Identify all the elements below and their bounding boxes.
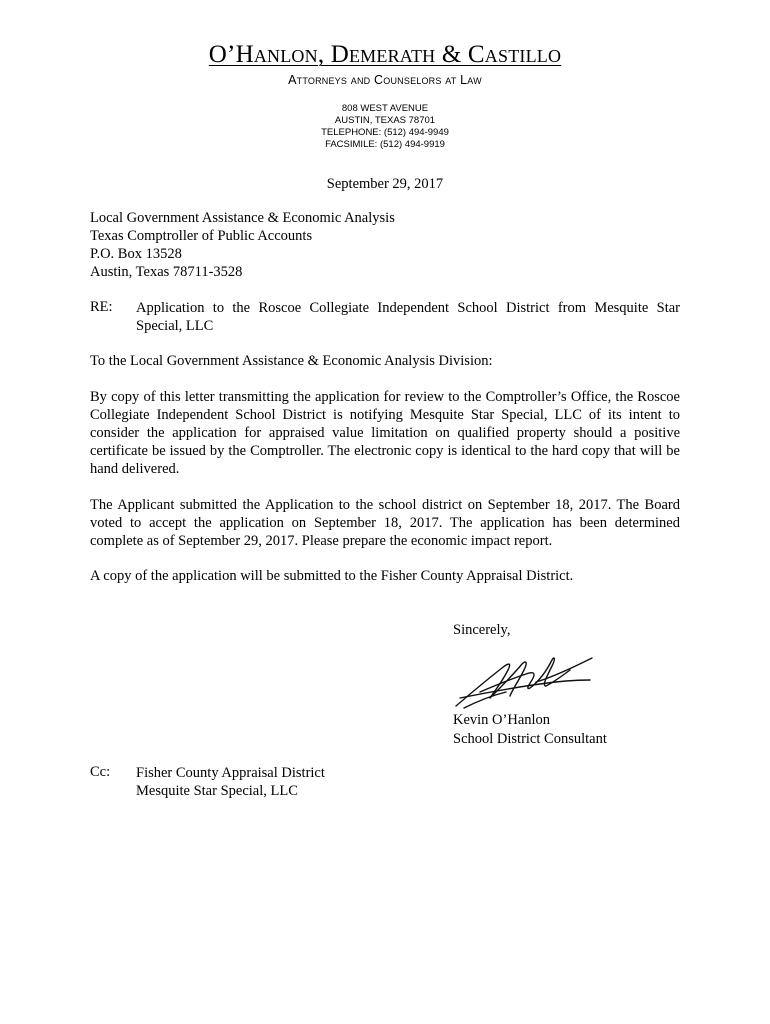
firm-facsimile: FACSIMILE: (512) 494-9919 xyxy=(325,139,445,150)
recipient-line: Local Government Assistance & Economic Analysis xyxy=(90,210,395,226)
letter-date: September 29, 2017 xyxy=(326,176,444,192)
signer-title: School District Consultant xyxy=(453,731,607,747)
handwritten-signature xyxy=(450,650,600,710)
firm-address-city: AUSTIN, TEXAS 78701 xyxy=(334,115,436,126)
firm-tagline: Attorneys and Counselors at Law xyxy=(288,73,482,87)
cc-recipient: Mesquite Star Special, LLC xyxy=(136,783,298,799)
re-label: RE: xyxy=(90,299,113,315)
recipient-line: P.O. Box 13528 xyxy=(90,246,182,262)
valediction: Sincerely, xyxy=(453,622,511,638)
firm-address-street: 808 WEST AVENUE xyxy=(341,103,429,114)
cc-recipient: Fisher County Appraisal District xyxy=(136,765,325,781)
signer-name: Kevin O’Hanlon xyxy=(453,712,551,728)
body-paragraph: A copy of the application will be submitted to the Fisher County Appraisal District. xyxy=(90,568,574,584)
firm-name: O’Hanlon, Demerath & Castillo xyxy=(208,41,562,68)
firm-telephone: TELEPHONE: (512) 494-9949 xyxy=(321,127,449,138)
recipient-line: Texas Comptroller of Public Accounts xyxy=(90,228,313,244)
re-subject: Application to the Roscoe Collegiate Independent School District from Mesquite Star Special, LLC xyxy=(136,300,680,334)
salutation: To the Local Government Assistance & Economic Analysis Division: xyxy=(90,353,493,369)
recipient-line: Austin, Texas 78711-3528 xyxy=(90,264,243,280)
cc-label: Cc: xyxy=(90,764,111,780)
body-paragraph: By copy of this letter transmitting the application for review to the Comptroller’s Office, the Roscoe Collegiate Independent School District is notifying Mesquite Star Special, LLC of its intent to consider the application for appraised value limitation on qualified property should a positive certificate be issued by the Comptroller. The electronic copy is identical to the hard copy that will be hand delivered. xyxy=(90,389,680,477)
body-paragraph: The Applicant submitted the Application to the school district on September 18, 2017. The Board voted to accept the application on September 18, 2017. The application has been determined complete as of September 29, 2017. Please prepare the economic impact report. xyxy=(90,497,680,549)
